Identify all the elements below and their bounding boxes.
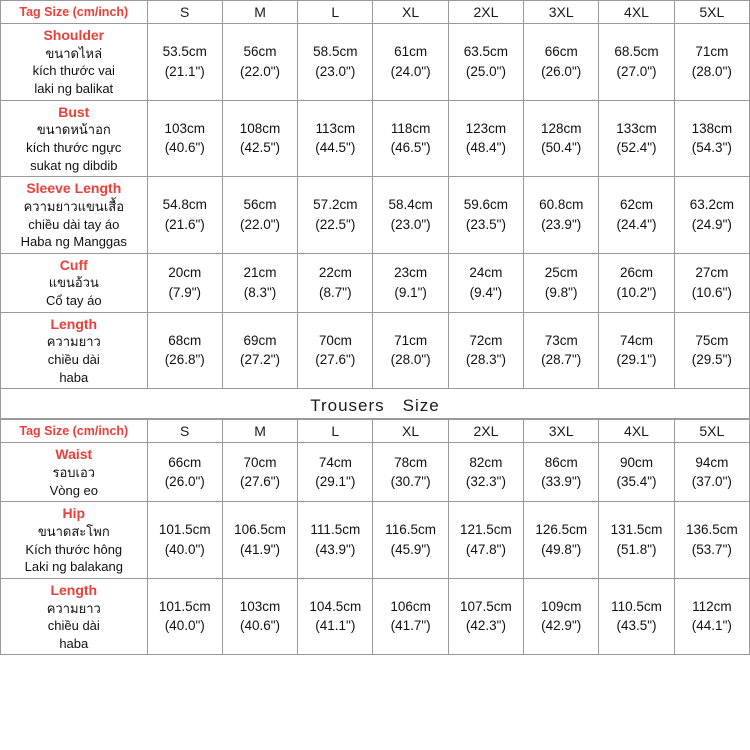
table-cell bbox=[599, 443, 674, 502]
table-row bbox=[1, 24, 750, 101]
measure-name: Sleeve Length bbox=[26, 180, 122, 197]
value-metric: 56cm bbox=[243, 44, 277, 60]
value-imperial: (29.1") bbox=[315, 474, 356, 490]
value-metric: 54.8cm bbox=[162, 197, 207, 213]
table-cell bbox=[448, 443, 523, 502]
value-metric: 62cm bbox=[620, 197, 654, 213]
row-label-shoulder bbox=[1, 24, 148, 101]
value-imperial: (25.0") bbox=[465, 63, 506, 79]
table-cell bbox=[448, 253, 523, 312]
value-imperial: (40.6") bbox=[164, 140, 205, 156]
table-cell bbox=[448, 502, 523, 579]
value-metric: 118cm bbox=[390, 120, 431, 136]
table-cell bbox=[147, 578, 222, 655]
table-cell bbox=[147, 100, 222, 177]
value-imperial: (35.4") bbox=[616, 474, 657, 490]
value-imperial: (27.2") bbox=[239, 352, 281, 368]
value-metric: 126.5cm bbox=[535, 522, 588, 538]
value-imperial: (9.1") bbox=[394, 284, 427, 300]
value-imperial: (10.6") bbox=[691, 284, 732, 300]
value-metric: 63.2cm bbox=[689, 197, 734, 213]
value-imperial: (45.9") bbox=[390, 541, 431, 557]
measure-alt-vi: kích thước vai bbox=[32, 63, 115, 79]
value-metric: 68cm bbox=[168, 332, 202, 348]
value-imperial: (50.4") bbox=[541, 140, 582, 156]
value-imperial: (42.3") bbox=[465, 618, 506, 634]
table-row bbox=[1, 312, 750, 389]
table-cell bbox=[373, 443, 448, 502]
table-row bbox=[1, 177, 750, 254]
table-cell bbox=[298, 578, 373, 655]
table-cell bbox=[524, 24, 599, 101]
value-metric: 72cm bbox=[469, 332, 503, 348]
value-imperial: (46.5") bbox=[390, 140, 431, 156]
value-imperial: (21.6") bbox=[164, 216, 205, 232]
value-metric: 69cm bbox=[243, 332, 277, 348]
value-metric: 106.5cm bbox=[234, 522, 286, 538]
value-imperial: (47.8") bbox=[465, 541, 506, 557]
value-metric: 103cm bbox=[239, 598, 281, 614]
measure-alt-th: ความยาว bbox=[46, 334, 101, 350]
value-metric: 25cm bbox=[544, 265, 578, 281]
trousers-header-size-5xl: 5XL bbox=[674, 420, 749, 443]
measure-alt-vi: chiều dài bbox=[47, 352, 100, 368]
table-cell bbox=[599, 502, 674, 579]
measure-alt-tl: laki ng balikat bbox=[34, 80, 114, 96]
value-imperial: (48.4") bbox=[465, 140, 506, 156]
row-label-hip bbox=[1, 502, 148, 579]
tops-header-size-xl: XL bbox=[373, 1, 448, 24]
value-metric: 121.5cm bbox=[460, 522, 512, 538]
value-imperial: (23.0") bbox=[315, 63, 356, 79]
value-imperial: (27.6") bbox=[315, 352, 356, 368]
value-metric: 133cm bbox=[616, 120, 657, 136]
value-imperial: (43.9") bbox=[315, 541, 356, 557]
value-imperial: (7.9") bbox=[168, 284, 201, 300]
value-imperial: (41.7") bbox=[390, 618, 431, 634]
table-cell bbox=[298, 502, 373, 579]
trousers-header-size-s: S bbox=[147, 420, 222, 443]
table-cell bbox=[599, 177, 674, 254]
tops-header-size-5xl: 5XL bbox=[674, 1, 749, 24]
table-row bbox=[1, 100, 750, 177]
row-label-bust bbox=[1, 100, 148, 177]
table-cell bbox=[147, 253, 222, 312]
tag-size-label: Tag Size (cm/inch) bbox=[19, 5, 129, 19]
value-metric: 82cm bbox=[469, 454, 503, 470]
tops-header-size-2xl: 2XL bbox=[448, 1, 523, 24]
trousers-header-row bbox=[1, 420, 750, 443]
measure-alt-th: ขนาดไหล่ bbox=[45, 45, 103, 61]
table-cell bbox=[222, 24, 297, 101]
value-imperial: (21.1") bbox=[164, 63, 205, 79]
value-imperial: (41.1") bbox=[315, 618, 356, 634]
value-metric: 73cm bbox=[544, 332, 578, 348]
value-metric: 58.5cm bbox=[313, 44, 358, 60]
value-imperial: (40.0") bbox=[164, 618, 205, 634]
table-cell bbox=[298, 312, 373, 389]
trousers-section-header-row bbox=[1, 389, 750, 419]
value-imperial: (22.0") bbox=[239, 63, 281, 79]
value-metric: 101.5cm bbox=[158, 522, 211, 538]
table-cell bbox=[599, 578, 674, 655]
value-metric: 138cm bbox=[691, 120, 733, 136]
tops-header-size-4xl: 4XL bbox=[599, 1, 674, 24]
row-label-cuff bbox=[1, 253, 148, 312]
table-cell bbox=[147, 177, 222, 254]
table-cell bbox=[599, 100, 674, 177]
trousers-header-size-2xl: 2XL bbox=[448, 420, 523, 443]
table-row bbox=[1, 502, 750, 579]
value-metric: 108cm bbox=[239, 120, 281, 136]
table-row bbox=[1, 443, 750, 502]
value-metric: 63.5cm bbox=[463, 44, 509, 60]
value-imperial: (24.4") bbox=[616, 216, 657, 232]
value-metric: 60.8cm bbox=[539, 197, 584, 213]
table-cell bbox=[448, 312, 523, 389]
value-imperial: (8.7") bbox=[319, 284, 352, 300]
table-cell bbox=[674, 253, 749, 312]
value-metric: 75cm bbox=[695, 332, 729, 348]
measure-alt-vi: Cổ tay áo bbox=[45, 293, 102, 309]
table-row bbox=[1, 578, 750, 655]
value-imperial: (28.3") bbox=[465, 352, 506, 368]
value-metric: 27cm bbox=[695, 265, 729, 281]
table-cell bbox=[674, 312, 749, 389]
measure-alt-tl: sukat ng dibdib bbox=[30, 157, 118, 173]
tops-header-size-3xl: 3XL bbox=[524, 1, 599, 24]
value-imperial: (37.0") bbox=[691, 474, 732, 490]
table-cell bbox=[298, 253, 373, 312]
trousers-header-size-m: M bbox=[222, 420, 297, 443]
tops-header-label-cell bbox=[1, 1, 148, 24]
value-imperial: (29.5") bbox=[691, 352, 732, 368]
table-cell bbox=[147, 502, 222, 579]
table-cell bbox=[373, 578, 448, 655]
measure-name: Length bbox=[50, 581, 98, 598]
table-cell bbox=[448, 177, 523, 254]
value-imperial: (22.5") bbox=[315, 216, 356, 232]
measure-name: Shoulder bbox=[43, 27, 105, 43]
table-cell bbox=[674, 578, 749, 655]
measure-alt-th: แขนอ้วน bbox=[48, 275, 99, 291]
value-imperial: (26.0") bbox=[541, 63, 582, 79]
value-imperial: (41.9") bbox=[239, 541, 281, 557]
value-metric: 23cm bbox=[394, 265, 428, 281]
tops-header-size-l: L bbox=[298, 1, 373, 24]
measure-alt-vi: Vòng eo bbox=[49, 482, 98, 498]
measure-name: Hip bbox=[62, 505, 86, 522]
value-metric: 24cm bbox=[469, 265, 503, 281]
value-metric: 107.5cm bbox=[460, 598, 512, 614]
measure-alt-th: ความยาว bbox=[46, 600, 101, 616]
trousers-header-size-4xl: 4XL bbox=[599, 420, 674, 443]
measure-alt-tl: haba bbox=[59, 369, 89, 385]
table-cell bbox=[524, 177, 599, 254]
measure-alt-vi: chiều dài tay áo bbox=[28, 216, 120, 232]
table-cell bbox=[524, 253, 599, 312]
table-cell bbox=[222, 578, 297, 655]
value-imperial: (9.8") bbox=[544, 284, 578, 300]
value-imperial: (26.8") bbox=[164, 352, 205, 368]
value-metric: 58.4cm bbox=[388, 197, 433, 213]
table-cell bbox=[373, 177, 448, 254]
value-imperial: (30.7") bbox=[390, 474, 431, 490]
value-metric: 71cm bbox=[394, 332, 428, 348]
table-cell bbox=[524, 502, 599, 579]
value-imperial: (23.0") bbox=[390, 216, 431, 232]
value-imperial: (23.9") bbox=[541, 216, 582, 232]
table-cell bbox=[147, 312, 222, 389]
measure-alt-vi: kích thước ngực bbox=[26, 139, 122, 155]
value-imperial: (28.0") bbox=[691, 63, 732, 79]
value-metric: 78cm bbox=[394, 454, 428, 470]
measure-alt-vi: chiều dài bbox=[47, 618, 100, 634]
trousers-header-size-xl: XL bbox=[373, 420, 448, 443]
value-metric: 66cm bbox=[168, 454, 202, 470]
value-metric: 136.5cm bbox=[685, 522, 738, 538]
value-imperial: (24.0") bbox=[390, 63, 431, 79]
value-imperial: (32.3") bbox=[465, 474, 506, 490]
table-cell bbox=[222, 253, 297, 312]
table-cell bbox=[222, 177, 297, 254]
table-cell bbox=[373, 253, 448, 312]
value-metric: 112cm bbox=[692, 598, 732, 614]
value-imperial: (51.8") bbox=[616, 541, 657, 557]
value-imperial: (42.9") bbox=[541, 618, 582, 634]
value-metric: 22cm bbox=[318, 265, 352, 281]
value-metric: 111.5cm bbox=[310, 522, 361, 538]
measure-name: Cuff bbox=[59, 256, 88, 273]
table-cell bbox=[448, 100, 523, 177]
table-cell bbox=[222, 443, 297, 502]
table-cell bbox=[599, 253, 674, 312]
tops-header-size-s: S bbox=[147, 1, 222, 24]
value-metric: 26cm bbox=[620, 265, 654, 281]
table-cell bbox=[674, 502, 749, 579]
value-metric: 21cm bbox=[243, 265, 277, 281]
value-imperial: (9.4") bbox=[469, 284, 503, 300]
value-metric: 128cm bbox=[540, 120, 582, 136]
value-metric: 74cm bbox=[620, 332, 654, 348]
value-metric: 103cm bbox=[164, 120, 205, 136]
trousers-header-label-cell bbox=[1, 420, 148, 443]
value-imperial: (54.3") bbox=[691, 140, 732, 156]
value-metric: 109cm bbox=[540, 598, 582, 614]
table-cell bbox=[524, 443, 599, 502]
measure-alt-vi: Kích thước hông bbox=[25, 541, 123, 557]
table-cell bbox=[524, 578, 599, 655]
measure-name: Length bbox=[50, 315, 98, 332]
table-row bbox=[1, 253, 750, 312]
section-title-trousers: Trousers Size bbox=[1, 389, 750, 419]
value-metric: 70cm bbox=[243, 454, 277, 470]
value-metric: 70cm bbox=[318, 332, 352, 348]
value-metric: 20cm bbox=[168, 265, 202, 281]
table-cell bbox=[599, 312, 674, 389]
row-label-trouser-length bbox=[1, 578, 148, 655]
value-metric: 131.5cm bbox=[610, 522, 663, 538]
value-metric: 106cm bbox=[390, 598, 431, 614]
trousers-header-size-3xl: 3XL bbox=[524, 420, 599, 443]
table-cell bbox=[298, 24, 373, 101]
value-metric: 90cm bbox=[620, 454, 654, 470]
table-cell bbox=[448, 578, 523, 655]
table-cell bbox=[147, 443, 222, 502]
value-imperial: (53.7") bbox=[691, 541, 732, 557]
value-imperial: (44.1") bbox=[691, 618, 732, 634]
value-metric: 61cm bbox=[394, 44, 428, 60]
value-metric: 68.5cm bbox=[614, 44, 659, 60]
table-cell bbox=[147, 24, 222, 101]
table-cell bbox=[524, 100, 599, 177]
measure-alt-th: ขนาดสะโพก bbox=[37, 523, 110, 539]
table-cell bbox=[298, 177, 373, 254]
measure-alt-th: รอบเอว bbox=[52, 465, 96, 480]
value-metric: 94cm bbox=[695, 454, 729, 470]
measure-alt-tl: Haba ng Manggas bbox=[20, 234, 127, 250]
table-cell bbox=[222, 502, 297, 579]
measure-name: Bust bbox=[58, 103, 90, 120]
value-metric: 66cm bbox=[544, 44, 578, 60]
value-imperial: (27.6") bbox=[239, 474, 281, 490]
table-cell bbox=[674, 177, 749, 254]
row-label-sleeve-length bbox=[1, 177, 148, 254]
table-cell bbox=[222, 312, 297, 389]
table-cell bbox=[373, 100, 448, 177]
value-imperial: (8.3") bbox=[243, 284, 277, 300]
measure-alt-tl: Laki ng balakang bbox=[24, 559, 123, 575]
value-metric: 110.5cm bbox=[611, 598, 662, 614]
measure-name: Waist bbox=[55, 446, 93, 463]
value-metric: 74cm bbox=[318, 454, 352, 470]
value-imperial: (10.2") bbox=[616, 284, 657, 300]
table-cell bbox=[298, 100, 373, 177]
table-cell bbox=[373, 24, 448, 101]
measure-alt-th: ความยาวแขนเสื้อ bbox=[23, 198, 124, 214]
table-cell bbox=[524, 312, 599, 389]
table-cell bbox=[222, 100, 297, 177]
value-imperial: (40.6") bbox=[239, 618, 281, 634]
value-metric: 86cm bbox=[544, 454, 578, 470]
table-cell bbox=[373, 312, 448, 389]
value-imperial: (24.9") bbox=[691, 216, 732, 232]
tops-header-row bbox=[1, 1, 750, 24]
table-cell bbox=[298, 443, 373, 502]
value-metric: 123cm bbox=[465, 120, 507, 136]
value-metric: 71cm bbox=[695, 44, 729, 60]
tops-header-size-m: M bbox=[222, 1, 297, 24]
row-label-waist bbox=[1, 443, 148, 502]
value-imperial: (22.0") bbox=[239, 216, 281, 232]
row-label-length bbox=[1, 312, 148, 389]
tag-size-label: Tag Size (cm/inch) bbox=[19, 424, 129, 439]
value-metric: 113cm bbox=[315, 120, 356, 136]
trousers-size-table bbox=[0, 419, 750, 655]
value-metric: 104.5cm bbox=[309, 598, 362, 614]
value-imperial: (26.0") bbox=[164, 474, 205, 490]
value-imperial: (23.5") bbox=[465, 216, 506, 232]
value-imperial: (52.4") bbox=[616, 140, 657, 156]
value-imperial: (43.5") bbox=[616, 618, 657, 634]
table-cell bbox=[448, 24, 523, 101]
measure-alt-th: ขนาดหน้าอก bbox=[36, 122, 111, 138]
table-cell bbox=[599, 24, 674, 101]
value-imperial: (27.0") bbox=[616, 63, 657, 79]
value-metric: 101.5cm bbox=[158, 598, 211, 614]
value-imperial: (44.5") bbox=[315, 140, 356, 156]
value-imperial: (29.1") bbox=[616, 352, 657, 368]
value-metric: 116.5cm bbox=[385, 522, 436, 538]
value-imperial: (42.5") bbox=[239, 140, 281, 156]
value-imperial: (28.7") bbox=[541, 352, 582, 368]
value-imperial: (40.0") bbox=[164, 541, 205, 557]
table-cell bbox=[674, 24, 749, 101]
value-imperial: (49.8") bbox=[541, 541, 582, 557]
measure-alt-tl: haba bbox=[59, 635, 89, 651]
value-metric: 56cm bbox=[243, 197, 277, 213]
value-imperial: (33.9") bbox=[541, 474, 582, 490]
value-metric: 59.6cm bbox=[463, 197, 509, 213]
table-cell bbox=[373, 502, 448, 579]
value-imperial: (28.0") bbox=[390, 352, 431, 368]
value-metric: 57.2cm bbox=[313, 197, 358, 213]
value-metric: 53.5cm bbox=[162, 44, 207, 60]
trousers-header-size-l: L bbox=[298, 420, 373, 443]
table-cell bbox=[674, 100, 749, 177]
table-cell bbox=[674, 443, 749, 502]
